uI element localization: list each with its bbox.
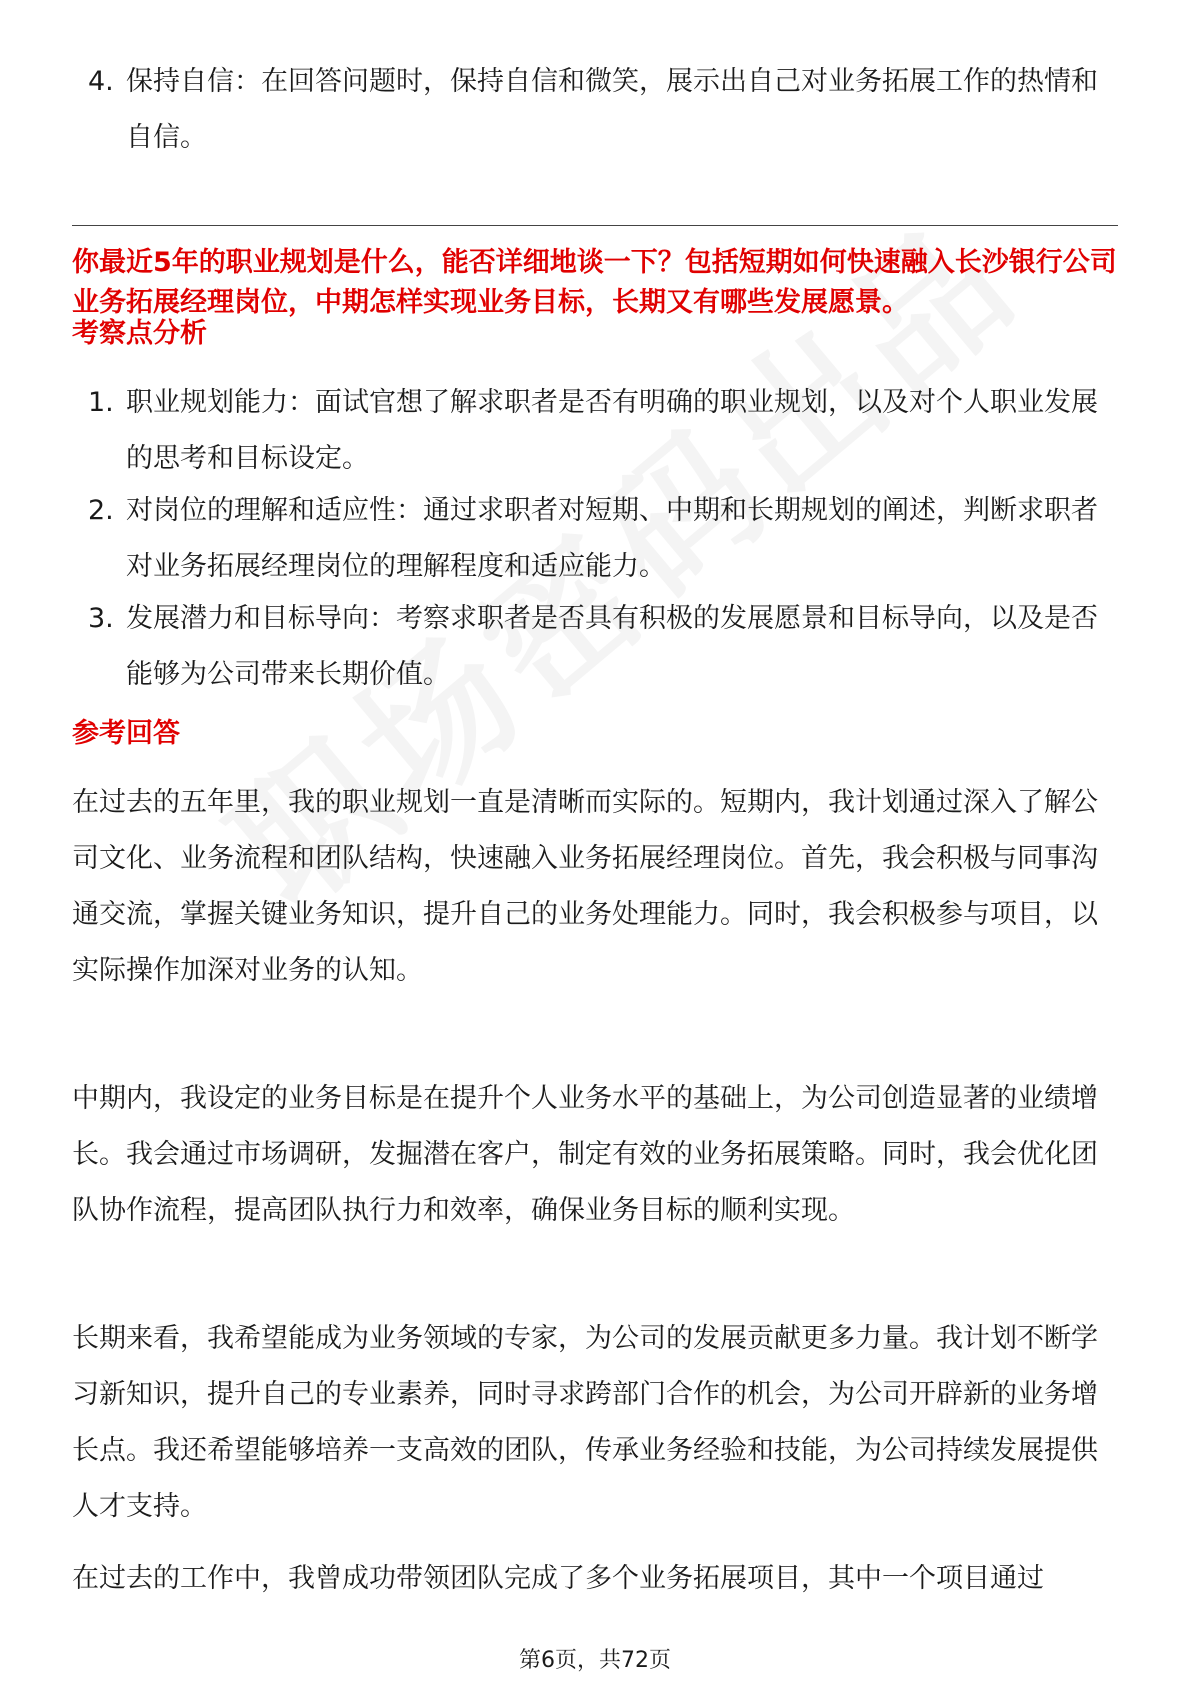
list-item [88, 375, 1118, 487]
list-text: 发展潜力和目标导向：考察求职者是否具有积极的发展愿景和目标导向，以及是否能够为公司带来长期价值。 [126, 603, 1098, 690]
section-divider [72, 225, 1118, 226]
list-number: 4. [88, 66, 114, 97]
list-item [88, 483, 1118, 595]
list-number: 1. [88, 387, 114, 418]
answer-paragraph: 长期来看，我希望能成为业务领域的专家，为公司的发展贡献更多力量。我计划不断学习新知识，提升自己的专业素养，同时寻求跨部门合作的机会，为公司开辟新的业务增长点。我还希望能够培养一支高效的团队，传承业务经验和技能，为公司持续发展提供人才支持。 [72, 1323, 1098, 1522]
answer-heading: 参考回答 [72, 718, 180, 749]
analysis-heading: 考察点分析 [72, 318, 207, 349]
list-text: 对岗位的理解和适应性：通过求职者对短期、中期和长期规划的阐述，判断求职者对业务拓展经理岗位的理解程度和适应能力。 [126, 495, 1098, 582]
list-text: 保持自信：在回答问题时，保持自信和微笑，展示出自己对业务拓展工作的热情和自信。 [126, 66, 1098, 153]
list-item [88, 591, 1118, 703]
list-number: 3. [88, 603, 114, 634]
list-item [88, 54, 1118, 166]
question-title: 你最近5年的职业规划是什么，能否详细地谈一下？包括短期如何快速融入长沙银行公司业务拓展经理岗位，中期怎样实现业务目标，长期又有哪些发展愿景。 [72, 247, 1117, 318]
page-footer: 第6页，共72页 [519, 1648, 671, 1673]
list-text: 职业规划能力：面试官想了解求职者是否有明确的职业规划，以及对个人职业发展的思考和目标设定。 [126, 387, 1098, 474]
answer-paragraph: 中期内，我设定的业务目标是在提升个人业务水平的基础上，为公司创造显著的业绩增长。我会通过市场调研，发掘潜在客户，制定有效的业务拓展策略。同时，我会优化团队协作流程，提高团队执行力和效率，确保业务目标的顺利实现。 [72, 1083, 1098, 1226]
answer-paragraph: 在过去的工作中，我曾成功带领团队完成了多个业务拓展项目，其中一个项目通过 [72, 1563, 1044, 1594]
list-number: 2. [88, 495, 114, 526]
answer-paragraph: 在过去的五年里，我的职业规划一直是清晰而实际的。短期内，我计划通过深入了解公司文化、业务流程和团队结构，快速融入业务拓展经理岗位。首先，我会积极与同事沟通交流，掌握关键业务知识，提升自己的业务处理能力。同时，我会积极参与项目，以实际操作加深对业务的认知。 [72, 787, 1098, 986]
